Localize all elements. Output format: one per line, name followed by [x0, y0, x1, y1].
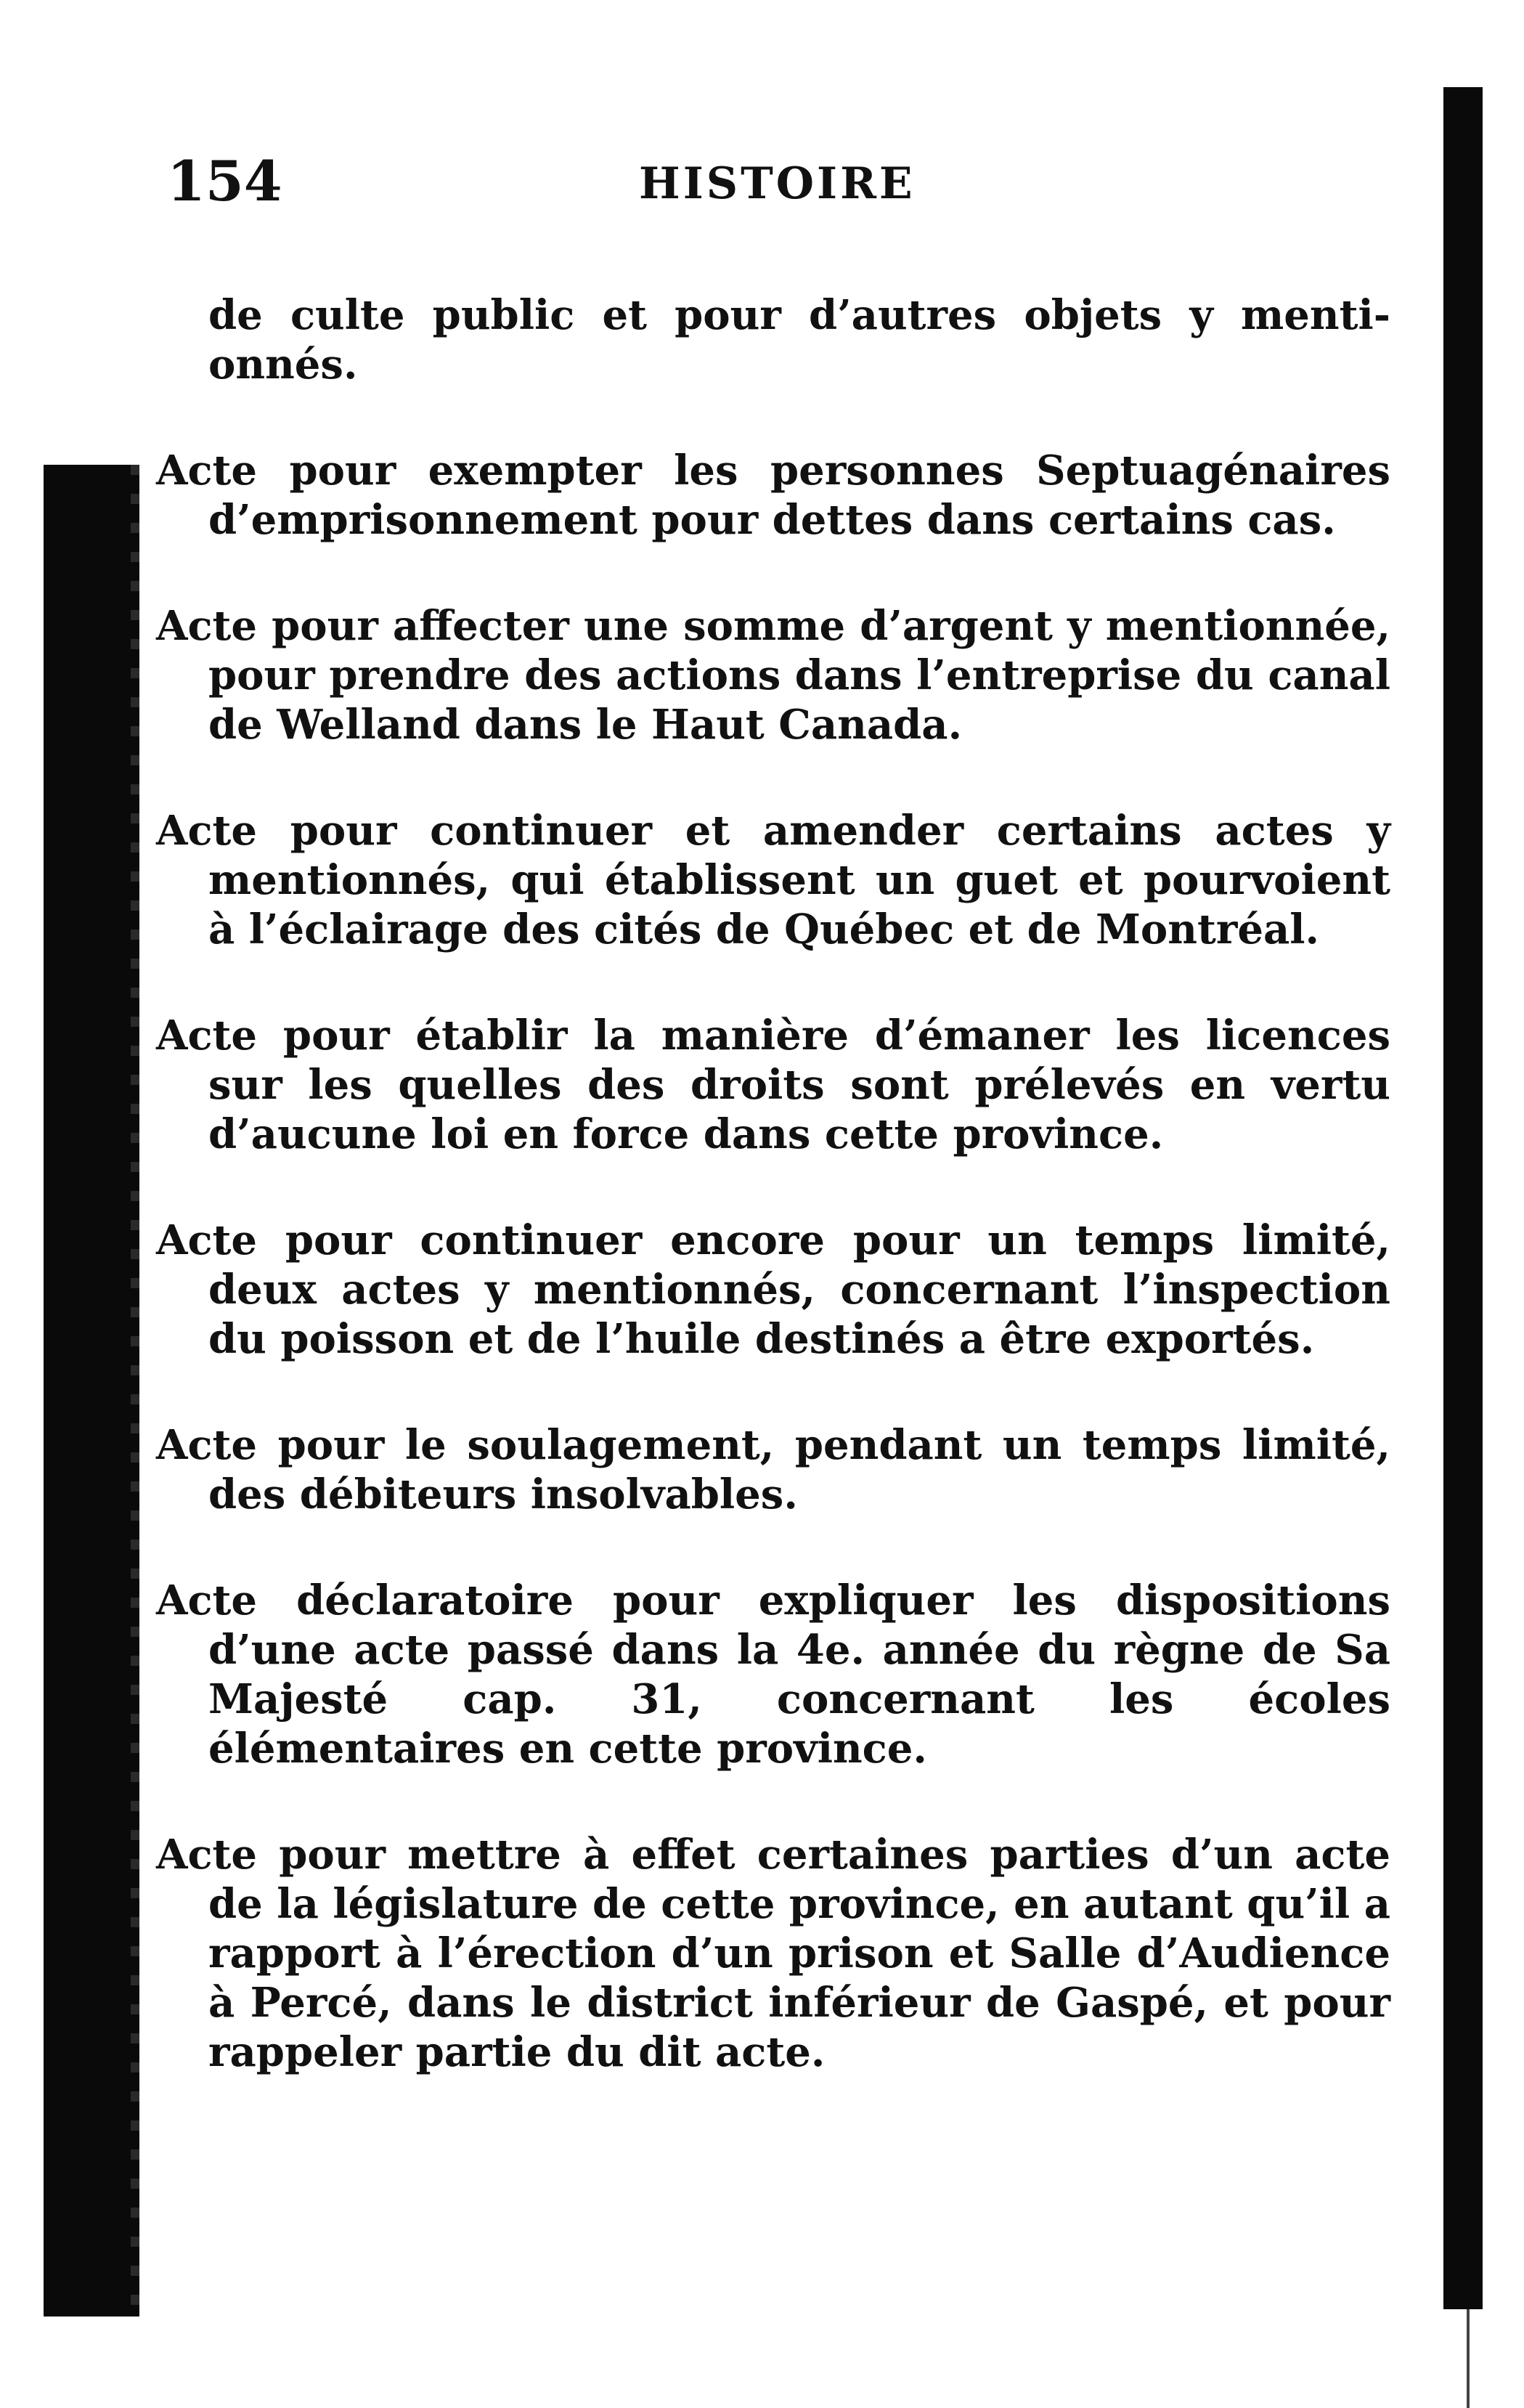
paragraph-act: Acte pour affecter une somme d’argent y mentionnée, pour prendre des actions dans l’entreprise du canal de Welland dans le Haut Canada.	[156, 602, 1390, 749]
scan-border-left	[44, 465, 131, 2317]
paragraph-act: Acte pour exempter les personnes Septuagénaires d’emprisonnement pour dettes dans certains cas.	[156, 447, 1390, 544]
page-body	[156, 290, 1390, 2134]
paragraph-continuation: de culte public et pour d’autres objets y menti-onnés.	[208, 291, 1390, 389]
scan-border-foot	[1467, 2309, 1470, 2408]
scan-border-right	[1443, 87, 1483, 2309]
paragraph-act: Acte pour continuer encore pour un temps limité, deux actes y mentionnés, concernant l’inspection du poisson et de l’huile destinés a être exportés.	[156, 1216, 1390, 1363]
paragraph-act: Acte pour le soulagement, pendant un temps limité, des débiteurs insolvables.	[156, 1421, 1390, 1518]
paragraph-act: Acte pour établir la manière d’émaner les licences sur les quelles des droits sont prélevés en vertu d’aucune loi en force dans cette province.	[156, 1012, 1390, 1158]
page-number: 154	[167, 149, 282, 213]
paragraph-act: Acte pour continuer et amender certains actes y mentionnés, qui établissent un guet et pourvoient à l’éclairage des cités de Québec et de Montréal.	[156, 807, 1390, 953]
paragraph-act: Acte déclaratoire pour expliquer les dispositions d’une acte passé dans la 4e. année du règne de Sa Majesté cap. 31, concernant les écoles élémentaires en cette province.	[156, 1577, 1390, 1773]
running-title: HISTOIRE	[639, 158, 916, 209]
page-header	[167, 149, 1401, 214]
paragraph-act: Acte pour mettre à effet certaines parties d’un acte de la législature de cette province, en autant qu’il a rapport à l’érection d’un prison et Salle d’Audience à Percé, dans le district inférieur de Gaspé, et pour rappeler partie du dit acte.	[156, 1831, 1390, 2076]
